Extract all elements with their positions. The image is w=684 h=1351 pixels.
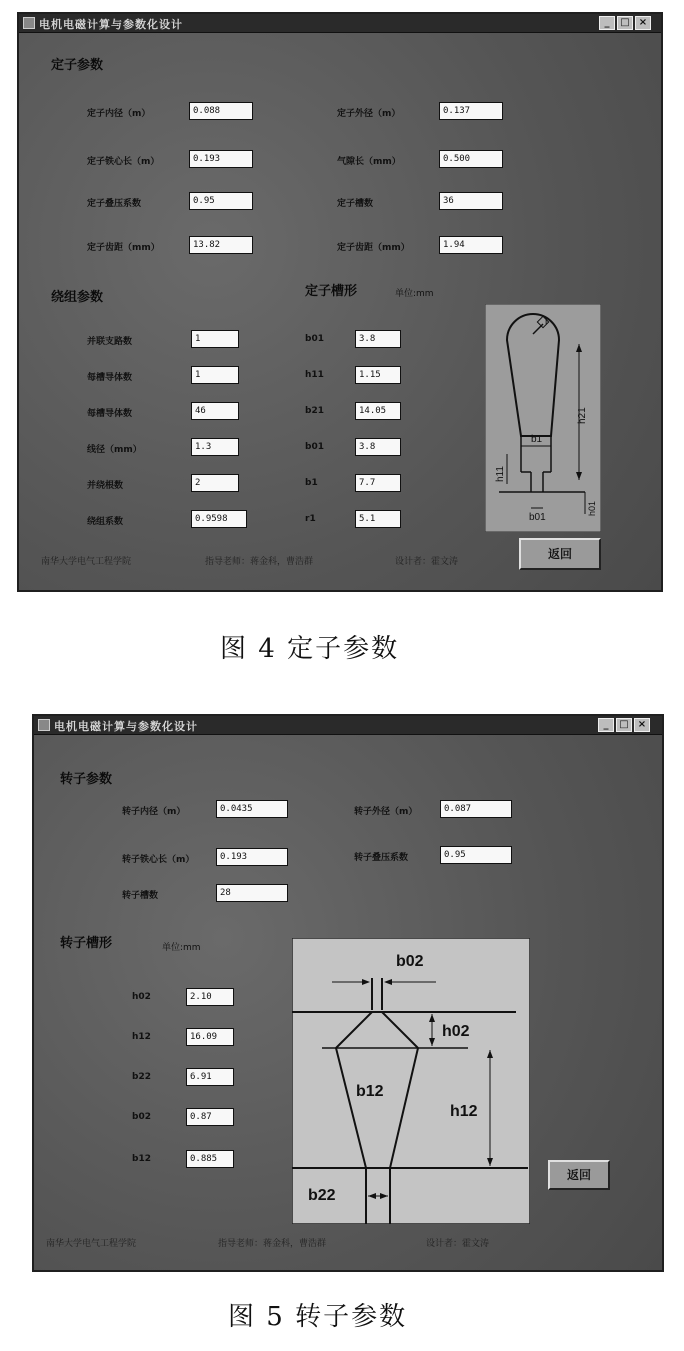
diagram-label: b02 — [396, 953, 424, 970]
field-label: 定子外径（m） — [337, 109, 401, 119]
title-bar[interactable] — [34, 716, 662, 735]
field-label: 并绕根数 — [87, 481, 124, 491]
slot-h11-input[interactable]: 1.15 — [355, 366, 401, 384]
stator-window — [17, 12, 663, 592]
field-label: 并联支路数 — [87, 337, 133, 347]
maximize-button[interactable]: □ — [617, 16, 633, 30]
stator-section-title: 定子参数 — [51, 58, 104, 73]
field-label: 转子叠压系数 — [354, 853, 409, 863]
diagram-label: b22 — [308, 1187, 336, 1204]
rotor-slot-section-title: 转子槽形 — [60, 936, 113, 951]
field-label: h11 — [305, 370, 324, 380]
stator-core-length-input[interactable]: 0.193 — [189, 150, 253, 168]
winding-field-2-input[interactable]: 1 — [191, 366, 239, 384]
rotor-slot-diagram — [292, 938, 530, 1224]
close-button[interactable]: × — [635, 16, 651, 30]
slot-unit-label: 单位:mm — [395, 289, 434, 299]
field-label: 转子槽数 — [122, 891, 159, 901]
diagram-label: h11 — [495, 466, 506, 482]
back-button[interactable]: 返回 — [519, 538, 601, 570]
field-label: r1 — [305, 514, 316, 524]
stator-outer-diameter-input[interactable]: 0.137 — [439, 102, 503, 120]
stator-slot-section-title: 定子槽形 — [305, 284, 358, 299]
slot-b01b-input[interactable]: 3.8 — [355, 438, 401, 456]
slot-unit-label: 单位:mm — [162, 943, 201, 953]
slot-h02-input[interactable]: 2.10 — [186, 988, 234, 1006]
stator-slot-count-input[interactable]: 36 — [439, 192, 503, 210]
figure-caption: 图 4 定子参数 — [220, 634, 400, 664]
air-gap-input[interactable]: 0.500 — [439, 150, 503, 168]
field-label: 气隙长（mm） — [337, 157, 401, 167]
field-label: 每槽导体数 — [87, 373, 133, 383]
rotor-core-length-input[interactable]: 0.193 — [216, 848, 288, 866]
rotor-window — [32, 714, 664, 1272]
slot-b22-input[interactable]: 6.91 — [186, 1068, 234, 1086]
field-label: 转子铁心长（m） — [122, 855, 195, 865]
stator-stacking-factor-input[interactable]: 0.95 — [189, 192, 253, 210]
status-school: 南华大学电气工程学院 — [46, 1239, 137, 1249]
diagram-label: h02 — [442, 1023, 470, 1040]
status-school: 南华大学电气工程学院 — [41, 557, 132, 567]
conductors-per-slot-input[interactable]: 46 — [191, 402, 239, 420]
field-label: b21 — [305, 406, 324, 416]
stator-slot-diagram — [485, 304, 601, 532]
diagram-label: h21 — [577, 407, 588, 424]
rotor-slot-count-input[interactable]: 28 — [216, 884, 288, 902]
status-advisor: 指导老师：蒋金科，曹浩群 — [218, 1239, 327, 1249]
app-icon — [38, 719, 50, 731]
diagram-label: r — [545, 316, 549, 327]
parallel-branches-input[interactable]: 1 — [191, 330, 239, 348]
diagram-label: b12 — [356, 1083, 384, 1100]
minimize-button[interactable]: _ — [599, 16, 615, 30]
app-icon — [23, 17, 35, 29]
field-label: 定子叠压系数 — [87, 199, 142, 209]
stator-inner-diameter-input[interactable]: 0.088 — [189, 102, 253, 120]
minimize-button[interactable]: _ — [598, 718, 614, 732]
maximize-button[interactable]: □ — [616, 718, 632, 732]
rotor-inner-diameter-input[interactable]: 0.0435 — [216, 800, 288, 818]
field-label: b22 — [132, 1072, 151, 1082]
slot-b1-input[interactable]: 7.7 — [355, 474, 401, 492]
field-label: b1 — [305, 478, 318, 488]
status-designer: 设计者：霍文涛 — [395, 557, 459, 567]
field-label: b01 — [305, 442, 324, 452]
winding-section-title: 绕组参数 — [51, 290, 104, 305]
wire-diameter-input[interactable]: 1.3 — [191, 438, 239, 456]
field-label: 转子外径（m） — [354, 807, 418, 817]
field-label: h02 — [132, 992, 151, 1002]
stator-tooth-pitch-input[interactable]: 13.82 — [189, 236, 253, 254]
diagram-label: b1 — [531, 434, 543, 445]
stator-yoke-input[interactable]: 1.94 — [439, 236, 503, 254]
figure-caption: 图 5 转子参数 — [228, 1302, 408, 1332]
rotor-section-title: 转子参数 — [60, 772, 113, 787]
strands-input[interactable]: 2 — [191, 474, 239, 492]
field-label: 定子齿距（mm） — [87, 243, 160, 253]
winding-factor-input[interactable]: 0.9598 — [191, 510, 247, 528]
rotor-stacking-factor-input[interactable]: 0.95 — [440, 846, 512, 864]
status-advisor: 指导老师：蒋金科，曹浩群 — [205, 557, 314, 567]
window-title: 电机电磁计算与参数化设计 — [39, 18, 183, 31]
field-label: 定子齿距（mm） — [337, 243, 410, 253]
field-label: 转子内径（m） — [122, 807, 186, 817]
field-label: 定子槽数 — [337, 199, 374, 209]
slot-b21-input[interactable]: 14.05 — [355, 402, 401, 420]
slot-r1-input[interactable]: 5.1 — [355, 510, 401, 528]
rotor-outer-diameter-input[interactable]: 0.087 — [440, 800, 512, 818]
close-button[interactable]: × — [634, 718, 650, 732]
field-label: 绕组系数 — [87, 517, 124, 527]
field-label: 每槽导体数 — [87, 409, 133, 419]
field-label: b02 — [132, 1112, 151, 1122]
field-label: b01 — [305, 334, 324, 344]
diagram-label: h01 — [587, 500, 597, 516]
field-label: 线径（mm） — [87, 445, 142, 455]
status-designer: 设计者：霍文涛 — [426, 1239, 490, 1249]
field-label: b12 — [132, 1154, 151, 1164]
slot-b12-input[interactable]: 0.885 — [186, 1150, 234, 1168]
field-label: h12 — [132, 1032, 151, 1042]
slot-b02-input[interactable]: 0.87 — [186, 1108, 234, 1126]
window-title: 电机电磁计算与参数化设计 — [54, 720, 198, 733]
diagram-label: h12 — [450, 1103, 478, 1120]
back-button[interactable]: 返回 — [548, 1160, 610, 1190]
field-label: 定子内径（m） — [87, 109, 151, 119]
slot-h12-input[interactable]: 16.09 — [186, 1028, 234, 1046]
diagram-label: b01 — [529, 512, 546, 523]
slot-b01-input[interactable]: 3.8 — [355, 330, 401, 348]
field-label: 定子铁心长（m） — [87, 157, 160, 167]
title-bar[interactable] — [19, 14, 661, 33]
